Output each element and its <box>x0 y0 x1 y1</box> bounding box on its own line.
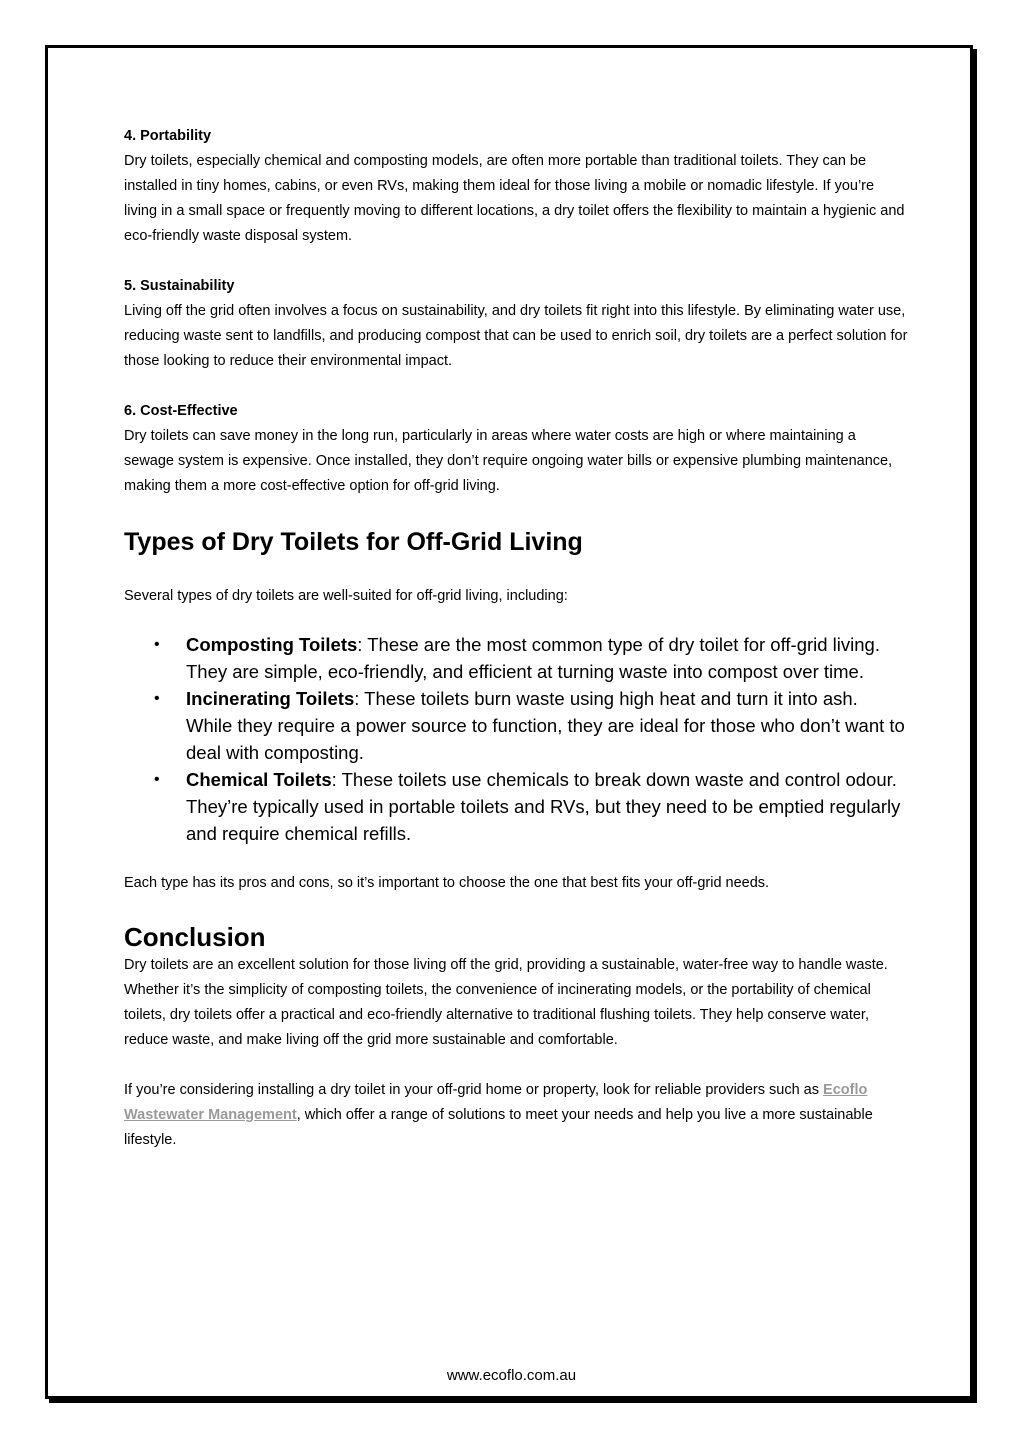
conclusion-body: Dry toilets are an excellent solution for those living off the grid, providing a sustainable, water-free way to handle waste. Whether it’s the simplicity of composting toilets, the convenience of incinerating models, or the portability of chemical toilets, dry toilets offer a practical and eco-friendly alternative to traditional flushing toilets. They help conserve water, reduce waste, and make living off the grid more sustainable and comfortable. <box>124 957 888 1048</box>
section-body: Dry toilets, especially chemical and composting models, are often more portable than traditional toilets. They can be installed in tiny homes, cabins, or even RVs, making them ideal for those living a mobile or nomadic lifestyle. If you’re living in a small space or frequently moving to different locations, a dry toilet offers the flexibility to maintain a hygienic and eco-friendly waste disposal system. <box>124 153 905 244</box>
section-cost-effective <box>124 399 909 499</box>
cta-text-before: If you’re considering installing a dry toilet in your off-grid home or property, look for reliable providers such as <box>124 1082 824 1098</box>
types-heading: Types of Dry Toilets for Off-Grid Living <box>124 528 583 556</box>
list-item-text: : These toilets burn waste using high heat and turn it into ash. While they require a power source to function, they are ideal for those who don’t want to deal with composting. <box>186 688 905 763</box>
section-sustainability <box>124 274 909 374</box>
bullet-icon: • <box>154 636 160 653</box>
list-item <box>124 766 909 847</box>
list-item-name: Incinerating Toilets <box>186 688 355 709</box>
list-item <box>124 685 909 766</box>
bullet-icon: • <box>154 771 160 788</box>
conclusion-heading: Conclusion <box>124 922 266 952</box>
list-item-text: : These are the most common type of dry toilet for off-grid living. They are simple, eco-friendly, and efficient at turning waste into compost over time. <box>186 634 880 682</box>
section-body: Dry toilets can save money in the long run, particularly in areas where water costs are high or where maintaining a sewage system is expensive. Once installed, they don’t require ongoing water bills or expensive plumbing maintenance, making them a more cost-effective option for off-grid living. <box>124 428 893 494</box>
cta-text-after: , which offer a range of solutions to meet your needs and help you live a more sustainable lifestyle. <box>124 1107 873 1148</box>
section-title: 4. Portability <box>124 128 212 144</box>
list-item-name: Composting Toilets <box>186 634 358 655</box>
types-intro: Several types of dry toilets are well-suited for off-grid living, including: <box>124 588 568 604</box>
document-content <box>124 124 909 1153</box>
section-portability <box>124 124 909 249</box>
conclusion-cta <box>124 1078 909 1153</box>
types-outro: Each type has its pros and cons, so it’s important to choose the one that best fits your off-grid needs. <box>124 875 770 891</box>
list-item <box>124 631 909 685</box>
ecoflo-link[interactable]: Ecoflo Wastewater Management <box>124 1082 868 1123</box>
types-list <box>124 631 909 847</box>
section-title: 5. Sustainability <box>124 278 235 294</box>
footer-website: www.ecoflo.com.au <box>446 1367 577 1384</box>
list-item-text: : These toilets use chemicals to break down waste and control odour. They’re typically used in portable toilets and RVs, but they need to be emptied regularly and require chemical refills. <box>186 769 901 844</box>
section-body: Living off the grid often involves a focus on sustainability, and dry toilets fit right into this lifestyle. By eliminating water use, reducing waste sent to landfills, and producing compost that can be used to enrich soil, dry toilets are a perfect solution for those looking to reduce their environmental impact. <box>124 303 908 369</box>
bullet-icon: • <box>154 690 160 707</box>
section-title: 6. Cost-Effective <box>124 403 238 419</box>
list-item-name: Chemical Toilets <box>186 769 332 790</box>
